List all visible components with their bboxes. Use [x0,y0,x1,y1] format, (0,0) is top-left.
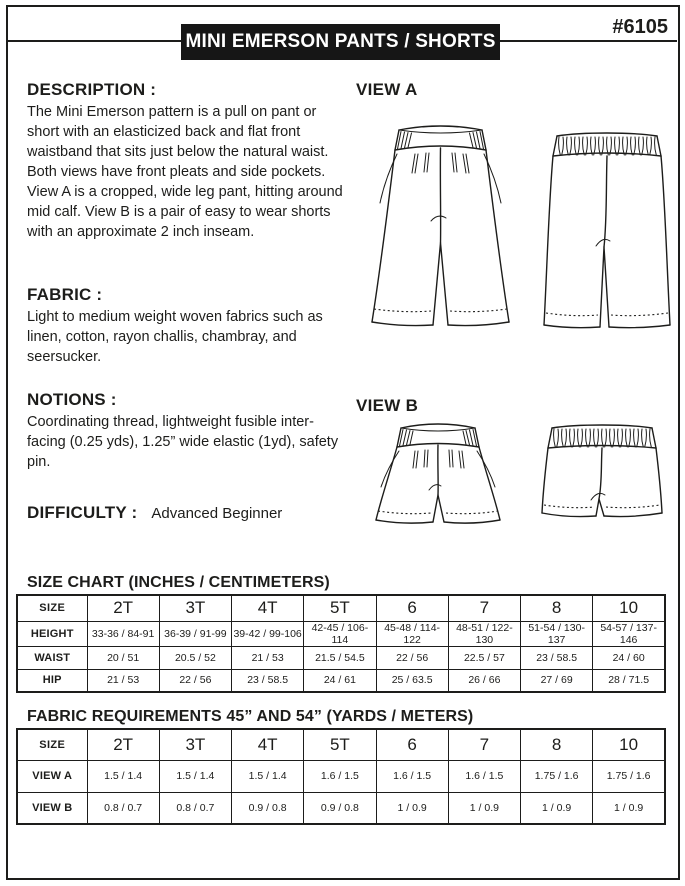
size-column-header: 2T [87,729,159,760]
size-column-header: 7 [448,729,520,760]
table-cell: 23 / 58.5 [521,646,593,669]
notions-text: Coordinating thread, lightweight fusible inter-facing (0.25 yds), 1.25” wide elastic (1yd), safety pin. [27,414,339,470]
difficulty-label: DIFFICULTY : [27,503,138,522]
table-header-row [17,729,665,760]
table-row [17,669,665,692]
size-column-header: 8 [521,729,593,760]
table-cell: 1.5 / 1.4 [232,760,304,792]
size-column-header: 4T [232,729,304,760]
size-column-header: 8 [521,595,593,621]
table-cell: 0.8 / 0.7 [159,792,231,824]
shorts-back-drawing [540,423,665,531]
table-cell: 24 / 60 [593,646,665,669]
size-column-header: 6 [376,595,448,621]
table-cell: 1 / 0.9 [593,792,665,824]
table-cell: 1 / 0.9 [448,792,520,824]
difficulty-heading [27,503,282,523]
table-cell: 26 / 66 [448,669,520,692]
view-b-label: VIEW B [356,396,419,415]
difficulty-value: Advanced Beginner [151,505,283,522]
table-cell: 0.9 / 0.8 [304,792,376,824]
row-label: HIP [17,669,87,692]
table-cell: 22.5 / 57 [448,646,520,669]
table-cell: 1 / 0.9 [521,792,593,824]
size-corner-label: SIZE [17,729,87,760]
table-row [17,621,665,646]
table-cell: 27 / 69 [521,669,593,692]
notions-heading: NOTIONS : [27,390,117,409]
table-cell: 21.5 / 54.5 [304,646,376,669]
table-header-row [17,595,665,621]
table-row [17,792,665,824]
size-column-header: 10 [593,729,665,760]
table-cell: 1.5 / 1.4 [159,760,231,792]
pants-front-drawing [368,121,513,340]
table-cell: 28 / 71.5 [593,669,665,692]
size-corner-label: SIZE [17,595,87,621]
description-heading: DESCRIPTION : [27,80,157,99]
table-cell: 24 / 61 [304,669,376,692]
table-cell: 48-51 / 122-130 [448,621,520,646]
fabric-requirements-title: FABRIC REQUIREMENTS 45” AND 54” (YARDS / METERS) [27,708,474,725]
size-column-header: 7 [448,595,520,621]
size-column-header: 5T [304,595,376,621]
shorts-front-drawing [371,419,506,534]
table-cell: 25 / 63.5 [376,669,448,692]
table-cell: 21 / 53 [87,669,159,692]
size-chart-title: SIZE CHART (INCHES / CENTIMETERS) [27,574,330,591]
table-cell: 1.6 / 1.5 [376,760,448,792]
row-label: HEIGHT [17,621,87,646]
size-column-header: 6 [376,729,448,760]
row-label: VIEW A [17,760,87,792]
table-cell: 1.75 / 1.6 [521,760,593,792]
fabric-requirements-table [16,728,666,825]
table-cell: 39-42 / 99-106 [232,621,304,646]
size-column-header: 4T [232,595,304,621]
table-cell: 45-48 / 114-122 [376,621,448,646]
size-column-header: 3T [159,595,231,621]
table-cell: 21 / 53 [232,646,304,669]
table-cell: 20.5 / 52 [159,646,231,669]
size-chart-table [16,594,666,693]
table-cell: 33-36 / 84-91 [87,621,159,646]
size-column-header: 2T [87,595,159,621]
fabric-text: Light to medium weight woven fabrics such as linen, cotton, rayon challis, chambray, and seersucker. [27,309,323,365]
table-cell: 1.6 / 1.5 [304,760,376,792]
table-cell: 20 / 51 [87,646,159,669]
table-row [17,760,665,792]
row-label: VIEW B [17,792,87,824]
table-cell: 36-39 / 91-99 [159,621,231,646]
table-row [17,646,665,669]
size-column-header: 5T [304,729,376,760]
table-cell: 1.6 / 1.5 [448,760,520,792]
description-text: The Mini Emerson pattern is a pull on pant or short with an elasticized back and flat front waistband that sits just below the natural waist. Both views have front pleats and side pockets. View A is a cropped, wide leg pant, hitting around mid calf. View B is a pair of easy to wear shorts with an approximate 2 inch inseam. [27,104,343,240]
row-label: WAIST [17,646,87,669]
page-title: MINI EMERSON PANTS / SHORTS [185,31,496,52]
table-cell: 54-57 / 137-146 [593,621,665,646]
pants-back-drawing [543,129,671,340]
size-column-header: 10 [593,595,665,621]
table-cell: 1.75 / 1.6 [593,760,665,792]
size-column-header: 3T [159,729,231,760]
table-cell: 1.5 / 1.4 [87,760,159,792]
fabric-heading: FABRIC : [27,285,103,304]
pattern-number: #6105 [612,16,668,38]
table-cell: 22 / 56 [376,646,448,669]
table-cell: 22 / 56 [159,669,231,692]
table-cell: 0.9 / 0.8 [232,792,304,824]
table-cell: 51-54 / 130-137 [521,621,593,646]
title-banner [181,24,500,60]
table-cell: 42-45 / 106-114 [304,621,376,646]
table-cell: 0.8 / 0.7 [87,792,159,824]
table-cell: 23 / 58.5 [232,669,304,692]
table-cell: 1 / 0.9 [376,792,448,824]
view-a-label: VIEW A [356,80,418,99]
